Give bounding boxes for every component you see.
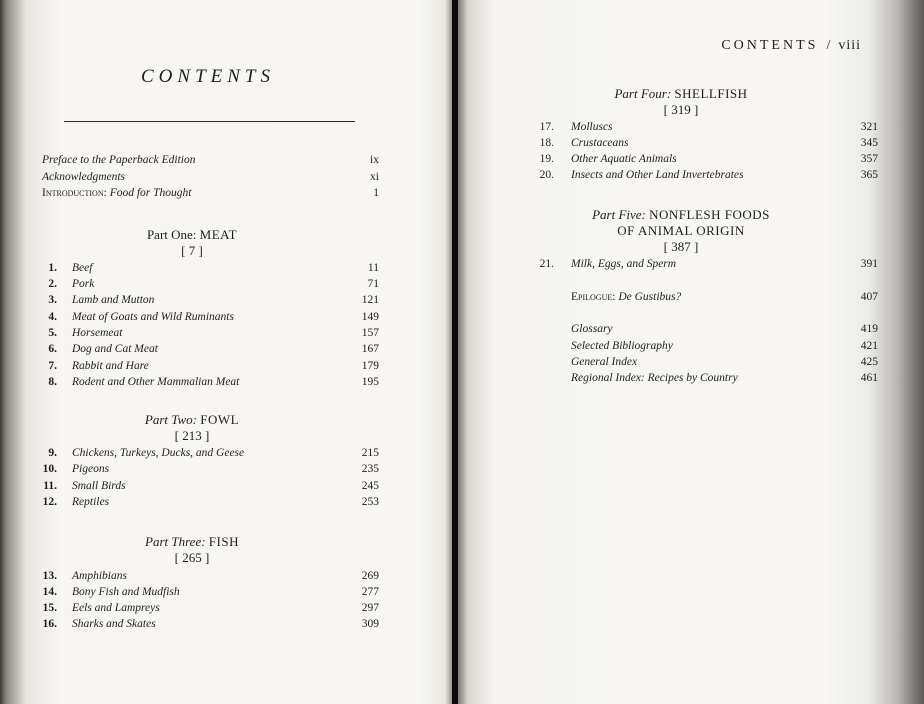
- part-heading: [0, 534, 384, 566]
- toc-label: [571, 289, 681, 305]
- chapter-title: Pigeons: [72, 463, 110, 475]
- toc-page: 421: [860, 340, 878, 352]
- chapter-page: 235: [361, 463, 379, 475]
- chapter-title: Beef: [72, 262, 93, 274]
- toc-back-matter: [458, 338, 924, 354]
- toc-page: 425: [860, 356, 878, 368]
- part-page-range: [ 265 ]: [174, 550, 210, 565]
- toc-chapter: [458, 167, 924, 183]
- toc-page: 407: [860, 291, 878, 303]
- chapter-number: 4.: [48, 311, 57, 323]
- chapter-page: 357: [860, 153, 878, 165]
- part-page-range: [ 387 ]: [663, 239, 699, 254]
- toc-chapter: [0, 309, 452, 325]
- chapter-number: 19.: [539, 153, 554, 165]
- toc-chapter: [458, 119, 924, 135]
- toc-chapter: [0, 292, 452, 308]
- chapter-number: 13.: [42, 570, 57, 582]
- toc-back-matter: [458, 321, 924, 337]
- part-name: SHELLFISH: [674, 86, 748, 101]
- chapter-page: 157: [361, 327, 379, 339]
- toc-chapter: [0, 600, 452, 616]
- toc-chapter: [0, 325, 452, 341]
- toc-chapter: [0, 445, 452, 461]
- toc-chapter: [0, 260, 452, 276]
- toc-label: Regional Index: Recipes by Country: [571, 372, 738, 384]
- chapter-number: 16.: [42, 618, 57, 630]
- chapter-title: Lamb and Mutton: [72, 294, 155, 306]
- chapter-title: Rabbit and Hare: [72, 360, 149, 372]
- part-page-range: [ 7 ]: [181, 243, 203, 258]
- chapter-title: Milk, Eggs, and Sperm: [571, 258, 677, 270]
- toc-chapter: [0, 341, 452, 357]
- toc-label: Acknowledgments: [42, 171, 126, 183]
- part-name-line2: OF ANIMAL ORIGIN: [617, 223, 745, 238]
- chapter-page: 149: [361, 311, 379, 323]
- chapter-title: Insects and Other Land Invertebrates: [571, 169, 744, 181]
- chapter-page: 179: [361, 360, 379, 372]
- chapter-title: Amphibians: [72, 570, 127, 582]
- chapter-page: 195: [361, 376, 379, 388]
- toc-chapter: [0, 358, 452, 374]
- toc-page: 419: [860, 323, 878, 335]
- running-head-title: CONTENTS: [721, 38, 819, 53]
- running-head: [721, 38, 861, 54]
- chapter-page: 71: [367, 278, 379, 290]
- toc-chapter: [0, 568, 452, 584]
- part-heading: [458, 86, 904, 118]
- toc-label: Preface to the Paperback Edition: [42, 154, 196, 166]
- toc-label-smallcaps: Epilogue:: [571, 291, 616, 303]
- chapter-page: 345: [860, 137, 878, 149]
- part-name: NONFLESH FOODS: [649, 207, 770, 222]
- chapter-page: 11: [367, 262, 379, 274]
- chapter-page: 391: [860, 258, 878, 270]
- toc-chapter: [458, 135, 924, 151]
- chapter-number: 11.: [43, 480, 57, 492]
- chapter-title: Dog and Cat Meat: [72, 343, 158, 355]
- chapter-number: 10.: [42, 463, 57, 475]
- part-prefix: Part Four:: [614, 86, 672, 101]
- toc-chapter: [0, 461, 452, 477]
- part-name: FISH: [208, 534, 239, 549]
- chapter-number: 2.: [48, 278, 57, 290]
- chapter-title: Eels and Lampreys: [72, 602, 160, 614]
- chapter-title: Chickens, Turkeys, Ducks, and Geese: [72, 447, 245, 459]
- toc-chapter: [458, 151, 924, 167]
- part-page-range: [ 319 ]: [663, 102, 699, 117]
- chapter-number: 6.: [48, 343, 57, 355]
- toc-chapter: [0, 478, 452, 494]
- part-prefix: Part Three:: [145, 534, 206, 549]
- chapter-number: 20.: [539, 169, 554, 181]
- toc-label-italic: De Gustibus?: [615, 291, 682, 303]
- chapter-number: 9.: [48, 447, 57, 459]
- toc-label: [42, 185, 191, 201]
- toc-label: General Index: [571, 356, 638, 368]
- toc-chapter: [0, 374, 452, 390]
- chapter-title: Crustaceans: [571, 137, 629, 149]
- chapter-number: 15.: [42, 602, 57, 614]
- chapter-page: 321: [860, 121, 878, 133]
- chapter-page: 253: [361, 496, 379, 508]
- chapter-page: 167: [361, 343, 379, 355]
- toc-label-smallcaps: Introduction:: [42, 187, 107, 199]
- part-heading: [0, 227, 384, 259]
- toc-front-preface: [0, 152, 452, 168]
- contents-title: CONTENTS: [141, 66, 275, 87]
- chapter-page: 215: [361, 447, 379, 459]
- toc-front-acknowledgments: [0, 169, 452, 185]
- part-prefix: Part Two:: [144, 412, 198, 427]
- part-prefix: Part One:: [146, 227, 197, 242]
- part-heading: [0, 412, 384, 444]
- chapter-number: 17.: [539, 121, 554, 133]
- toc-page: 1: [373, 187, 379, 199]
- toc-page: 461: [860, 372, 878, 384]
- toc-page: ix: [370, 154, 379, 166]
- part-prefix: Part Five:: [592, 207, 646, 222]
- chapter-page: 121: [361, 294, 379, 306]
- chapter-number: 18.: [539, 137, 554, 149]
- title-rule: [64, 121, 355, 122]
- chapter-title: Bony Fish and Mudfish: [72, 586, 180, 598]
- toc-back-matter: [458, 370, 924, 386]
- toc-epilogue: [458, 289, 924, 305]
- chapter-number: 12.: [42, 496, 57, 508]
- toc-page: xi: [370, 171, 379, 183]
- running-head-page: viii: [838, 38, 861, 53]
- toc-label: Selected Bibliography: [571, 340, 673, 352]
- toc-label-italic: Food for Thought: [106, 187, 192, 199]
- chapter-page: 277: [361, 586, 379, 598]
- toc-front-introduction: [0, 185, 452, 201]
- chapter-number: 3.: [48, 294, 57, 306]
- part-heading: [458, 207, 904, 255]
- part-name: FOWL: [200, 412, 240, 427]
- chapter-title: Molluscs: [571, 121, 613, 133]
- chapter-page: 365: [860, 169, 878, 181]
- part-name: MEAT: [199, 227, 238, 242]
- chapter-page: 309: [361, 618, 379, 630]
- chapter-title: Reptiles: [72, 496, 110, 508]
- chapter-title: Meat of Goats and Wild Ruminants: [72, 311, 234, 323]
- toc-chapter: [0, 276, 452, 292]
- toc-chapter: [0, 584, 452, 600]
- chapter-title: Other Aquatic Animals: [571, 153, 677, 165]
- chapter-number: 21.: [539, 258, 554, 270]
- part-page-range: [ 213 ]: [174, 428, 210, 443]
- toc-chapter: [458, 256, 924, 272]
- chapter-number: 7.: [48, 360, 57, 372]
- chapter-title: Small Birds: [72, 480, 126, 492]
- toc-chapter: [0, 616, 452, 632]
- chapter-number: 1.: [48, 262, 57, 274]
- chapter-number: 8.: [48, 376, 57, 388]
- chapter-title: Horsemeat: [72, 327, 123, 339]
- toc-back-matter: [458, 354, 924, 370]
- chapter-page: 297: [361, 602, 379, 614]
- chapter-number: 5.: [48, 327, 57, 339]
- chapter-page: 269: [361, 570, 379, 582]
- running-head-separator: /: [826, 38, 831, 53]
- chapter-title: Rodent and Other Mammalian Meat: [72, 376, 240, 388]
- chapter-title: Pork: [72, 278, 95, 290]
- chapter-number: 14.: [42, 586, 57, 598]
- toc-chapter: [0, 494, 452, 510]
- chapter-title: Sharks and Skates: [72, 618, 156, 630]
- chapter-page: 245: [361, 480, 379, 492]
- toc-label: Glossary: [571, 323, 613, 335]
